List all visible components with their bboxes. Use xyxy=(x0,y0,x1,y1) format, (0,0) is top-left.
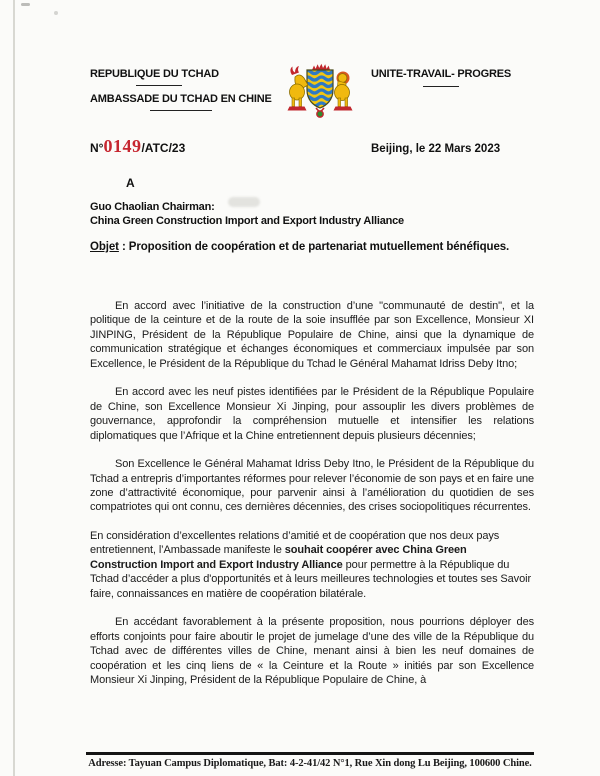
paragraph-2: En accord avec les neuf pistes identifiées par le Président de la République Populaire de Chine, son Excellence Monsieur Xi Jinping, pour assouplir les divers problèmes de gouvernance, approfondir la compréhension mutuelle et intensifier les relations diplomatiques que l’Afrique et la Chine entretiennent depuis plusieurs décennies; xyxy=(90,386,534,442)
reference-number xyxy=(90,136,185,157)
letterhead-right xyxy=(371,68,541,87)
national-motto: UNITE-TRAVAIL- PROGRES xyxy=(371,68,512,80)
embassy-title: AMBASSADE DU TCHAD EN CHINE xyxy=(90,93,272,105)
letter-body xyxy=(90,299,534,701)
recipient-organization: China Green Construction Import and Export Industry Alliance xyxy=(90,215,404,227)
ref-prefix: N° xyxy=(90,141,104,155)
divider-rule xyxy=(136,85,182,86)
footer-address: Adresse: Tayuan Campus Diplomatique, Bat: 4-2-41/42 N°1, Rue Xin dong Lu Beijing, 100600 Chine. xyxy=(88,758,532,769)
lion-supporter xyxy=(334,72,353,111)
divider-rule xyxy=(150,110,212,111)
ref-number-red: 0149 xyxy=(103,136,142,156)
salutation: A xyxy=(126,176,135,190)
paragraph-4 xyxy=(90,529,534,601)
subject-text: : Proposition de coopération et de partenariat mutuellement bénéfiques. xyxy=(118,241,510,253)
scan-speck xyxy=(54,11,58,15)
dateline: Beijing, le 22 Mars 2023 xyxy=(371,143,501,155)
goat-supporter xyxy=(288,66,309,111)
paragraph-4-text-after: pour permettre à la République du Tchad d’accéder a plus d'opportunités et à leurs meilleures technologies et toutes ses Savoir faire, connaissances en matière de coopération bilatérale. xyxy=(90,558,532,600)
paragraph-1: En accord avec l’initiative de la construction d’une "communauté de destin", et la politique de la ceinture et de la route de la soie insufflée par son Excellence, Monsieur XI JINPING, Président de la République Populaire de Chine, ainsi que la dynamique de communication stratégique et échanges économiques et commerciaux impulsée par son Excellence, le Président de la République du Tchad le Général Mahamat Idriss Deby Itno; xyxy=(90,300,534,370)
ref-suffix: /ATC/23 xyxy=(141,141,186,155)
paragraph-5: En accédant favorablement à la présente proposition, nous pourrions déployer des efforts conjoints pour faire aboutir le projet de jumelage d’une des ville de la République du Tchad avec de différentes villes de Chine, menant ainsi à bien les neuf domaines de coopération et les cinq liens de « la Ceinture et la Route » initiés par son Excellence Monsieur Xi Jinping, Président de la République Populaire de Chine, à xyxy=(90,616,534,686)
footer-divider xyxy=(86,752,534,755)
letterhead-left xyxy=(90,68,290,111)
scan-page-edge xyxy=(13,0,15,776)
subject-label: Objet xyxy=(90,241,119,253)
paragraph-4-text-before: En considération d’excellentes relations d’amitié et de coopération que nos deux pays entretiennent, l’Ambassade manifeste le xyxy=(90,529,500,557)
paragraph-3: Son Excellence le Général Mahamat Idriss Deby Itno, le Président de la République du Tchad a entrepris d’importantes réformes pour relever l’économie de son pays et en faire une zone d’attractivité économique, pour parvenir ainsi à l’amélioration du quotidien de ses compatriotes qui ont connu, ces dernières décennies, des crises sociopolitiques récurrentes. xyxy=(90,458,534,514)
scan-speck xyxy=(21,3,30,6)
recipient-name: Guo Chaolian Chairman: xyxy=(90,201,215,213)
divider-rule xyxy=(423,86,459,87)
paragraph-4-bold-text: souhait coopérer avec China Green Construction Import and Export Industry Alliance xyxy=(90,544,467,571)
subject-line xyxy=(90,240,510,254)
republic-title: REPUBLIQUE DU TCHAD xyxy=(90,68,219,80)
recipient-block xyxy=(90,200,540,228)
chad-coat-of-arms-icon xyxy=(286,61,354,119)
